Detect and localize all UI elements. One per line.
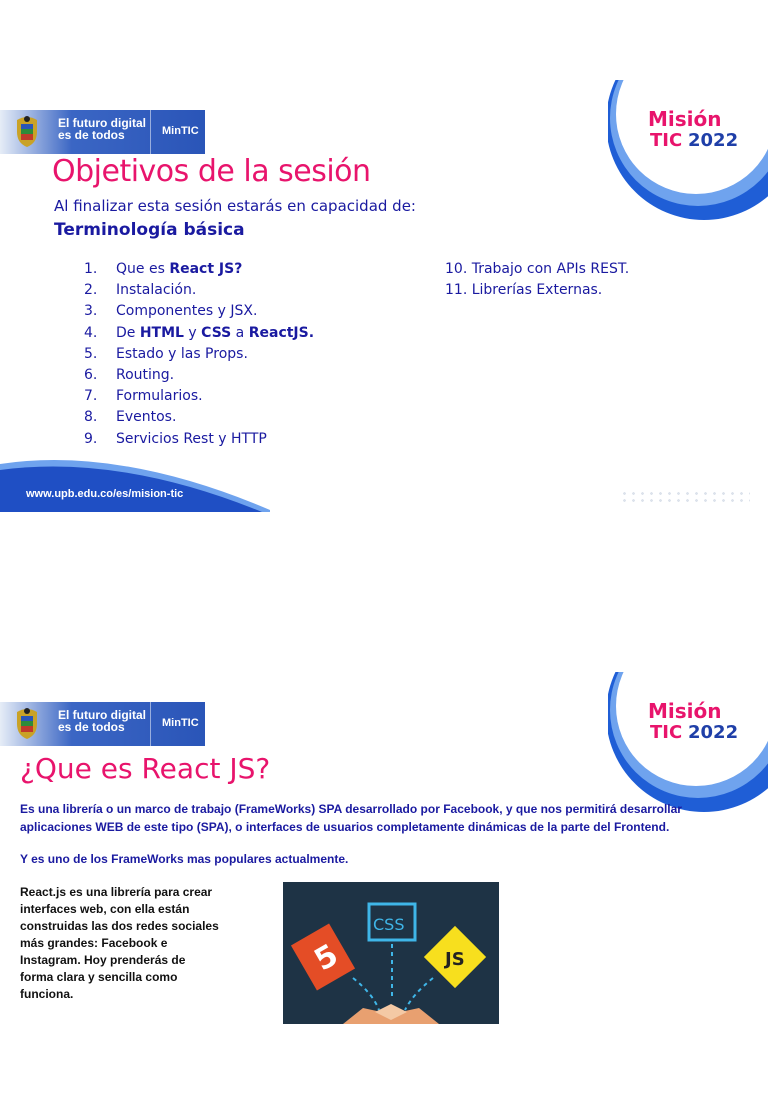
item-bold: CSS bbox=[201, 324, 232, 341]
html5-icon bbox=[291, 923, 355, 990]
item-number: 7. bbox=[84, 388, 98, 405]
item-text: Componentes y JSX. bbox=[116, 303, 258, 320]
objectives-list bbox=[84, 261, 314, 452]
mision-tic-logo bbox=[608, 80, 768, 220]
brand-tagline bbox=[58, 709, 148, 733]
html5-label: 5 bbox=[308, 937, 345, 979]
footer-wave bbox=[0, 450, 270, 512]
list-item: 10. Trabajo con APIs REST. bbox=[445, 261, 630, 277]
item-text: Servicios Rest y HTTP bbox=[116, 430, 267, 447]
list-item bbox=[84, 303, 314, 324]
item-text: Estado y las Props. bbox=[116, 345, 248, 362]
list-item bbox=[84, 431, 314, 452]
item-number: 1. bbox=[84, 261, 98, 277]
brand-tagline bbox=[58, 117, 148, 141]
list-item bbox=[84, 346, 314, 367]
item-text: Formularios. bbox=[116, 388, 203, 405]
item-number: 2. bbox=[84, 282, 98, 299]
item-text: Instalación. bbox=[116, 282, 197, 299]
css-label: CSS bbox=[373, 915, 405, 934]
item-number: 4. bbox=[84, 324, 98, 341]
item-text: De bbox=[116, 324, 140, 341]
css-icon bbox=[369, 904, 415, 940]
item-number: 6. bbox=[84, 366, 98, 383]
list-item bbox=[84, 409, 314, 430]
tagline-line2: es de todos bbox=[58, 128, 125, 142]
item-number: 9. bbox=[84, 430, 98, 447]
brand-header-bar bbox=[0, 702, 205, 746]
coat-of-arms-icon bbox=[12, 116, 42, 148]
list-item bbox=[84, 261, 314, 282]
logo-year-text: 2022 bbox=[688, 722, 739, 743]
mision-tic-logo bbox=[608, 672, 768, 812]
slide-title: ¿Que es React JS? bbox=[20, 752, 271, 785]
slide-que-es-react bbox=[0, 672, 768, 1104]
item-text: Eventos. bbox=[116, 409, 177, 426]
item-bold: HTML bbox=[139, 324, 184, 341]
slide-title: Objetivos de la sesión bbox=[52, 154, 371, 189]
list-item bbox=[84, 367, 314, 388]
intro-paragraph: Es una librería o un marco de trabajo (FrameWorks) SPA desarrollado por Facebook, y que nos permitirá desarrollar aplicaciones WEB de este tipo (SPA), o interfaces de usuarios completamente dinámicas de la parte del Frontend. bbox=[20, 802, 682, 834]
tagline-line1: El futuro digital bbox=[58, 708, 146, 722]
slide-objetivos bbox=[0, 80, 768, 512]
illustration-svg bbox=[283, 882, 499, 1024]
ministry-label: MinTIC bbox=[162, 125, 199, 137]
coat-of-arms-icon bbox=[12, 708, 42, 740]
logo-tic-text: TIC bbox=[650, 130, 683, 151]
item-text: Que es bbox=[116, 261, 170, 277]
slide-subtitle: Al finalizar esta sesión estarás en capacidad de: bbox=[54, 197, 416, 215]
objectives-list-right bbox=[445, 261, 629, 303]
item-number: 5. bbox=[84, 345, 98, 362]
item-number: 8. bbox=[84, 409, 98, 426]
logo-year-text: 2022 bbox=[688, 130, 739, 151]
box-icon bbox=[343, 1004, 439, 1024]
item-bold: ReactJS. bbox=[248, 324, 315, 341]
item-text: Routing. bbox=[116, 366, 175, 383]
dot-pattern bbox=[620, 490, 750, 504]
item-text: a bbox=[231, 324, 249, 341]
divider bbox=[150, 110, 151, 154]
logo-mision-text: Misión bbox=[648, 699, 722, 723]
logo-tic-text: TIC bbox=[650, 722, 683, 743]
list-item bbox=[84, 325, 314, 346]
logo-mision-text: Misión bbox=[648, 107, 722, 131]
popularity-paragraph: Y es uno de los FrameWorks mas populares actualmente. bbox=[20, 852, 349, 866]
ministry-label: MinTIC bbox=[162, 717, 199, 729]
description-paragraph: React.js es una librería para crear interfaces web, con ella están construidas las dos redes sociales más grandes: Facebook e Instagram. Hoy prenderás de forma clara y sencilla como funciona. bbox=[20, 885, 219, 1001]
item-text: y bbox=[183, 324, 202, 341]
footer-url[interactable]: www.upb.edu.co/es/mision-tic bbox=[26, 488, 184, 500]
tagline-line2: es de todos bbox=[58, 720, 125, 734]
web-tech-illustration bbox=[283, 882, 499, 1024]
item-bold: React JS? bbox=[169, 261, 243, 277]
js-label: JS bbox=[445, 949, 465, 970]
item-number: 3. bbox=[84, 303, 98, 320]
list-item bbox=[84, 282, 314, 303]
tagline-line1: El futuro digital bbox=[58, 116, 146, 130]
list-item bbox=[84, 388, 314, 409]
divider bbox=[150, 702, 151, 746]
brand-header-bar bbox=[0, 110, 205, 154]
section-heading: Terminología básica bbox=[54, 220, 245, 240]
list-item: 11. Librerías Externas. bbox=[445, 282, 603, 299]
